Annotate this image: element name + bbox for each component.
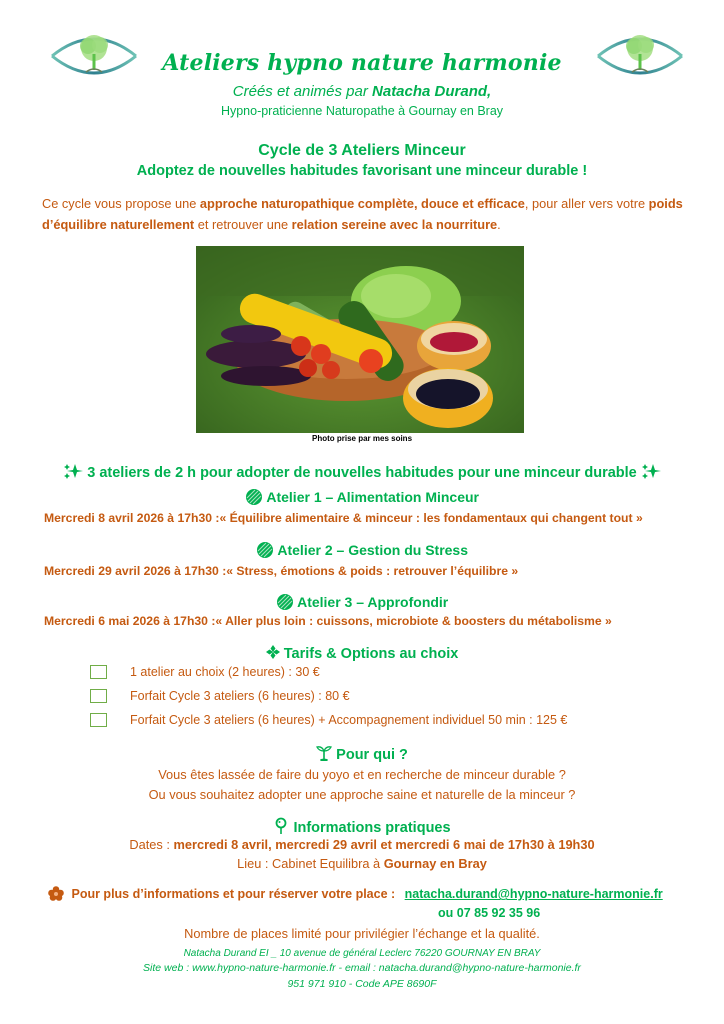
infos-heading [0,817,724,839]
sparkles-icon [641,463,661,483]
atelier-1-title-text: Atelier 1 – Alimentation Minceur [266,489,479,506]
dates-label: Dates : [129,837,174,852]
pour-qui-heading [0,745,724,765]
intro-text: Ce cycle vous propose une [42,196,200,211]
intro-bold: poids d’équilibre naturellement [42,196,683,232]
striped-globe-icon [256,541,274,562]
tarifs-heading-text: Tarifs & Options au choix [283,645,459,662]
seedling-icon [316,745,332,765]
tarif-option-2-label: Forfait Cycle 3 ateliers (6 heures) : 80 € [130,689,350,703]
flower-icon [48,886,64,904]
contact-label: Pour plus d’informations et pour réserver votre place : [71,887,396,902]
creator-name: Natacha Durand, [372,83,492,100]
diamond-bullet-icon [266,645,280,663]
contact-email-link[interactable]: natacha.durand@hypno-nature-harmonie.fr [404,887,663,902]
atelier-3-title-text: Atelier 3 – Approfondir [297,594,449,611]
intro-text: et retrouver une [194,217,292,232]
sparkles-icon [63,463,83,483]
infos-lieu [0,856,724,871]
tarif-option-1-label: 1 atelier au choix (2 heures) : 30 € [130,665,320,679]
intro-text: . [497,217,501,232]
footer-address: Natacha Durand EI _ 10 avenue de général Leclerc 76220 GOURNAY EN BRAY [183,948,541,959]
brand-title: Ateliers hypno nature harmonie [162,50,562,76]
striped-globe-icon [245,488,263,509]
footer-siret: 951 971 910 - Code APE 8690F [287,978,437,990]
photo-caption: Photo prise par mes soins [311,434,413,443]
atelier-3-title [0,593,724,614]
atelier-3-details: Mercredi 6 mai 2026 à 17h30 :« Aller plus loin : cuissons, microbiote & boosters du métabolisme » [44,614,612,628]
creator-prefix: Créés et animés par [232,83,373,100]
pour-qui-line-2: Ou vous souhaitez adopter une approche saine et naturelle de la minceur ? [148,787,576,802]
lieu-value: Gournay en Bray [383,856,487,871]
creator-role: Hypno-praticienne Naturopathe à Gournay en Bray [220,104,504,118]
intro-text: , pour aller vers votre [524,196,649,211]
contact-line [48,886,663,904]
atelier-2-title-text: Atelier 2 – Gestion du Stress [277,542,468,559]
tarif-option-3-label: Forfait Cycle 3 ateliers (6 heures) + Accompagnement individuel 50 min : 125 € [130,713,568,727]
location-pin-icon [273,817,289,839]
intro-bold: relation sereine avec la nourriture [291,217,498,232]
vegetables-photo [196,246,524,433]
atelier-1-details: Mercredi 8 avril 2026 à 17h30 :« Équilibre alimentaire & minceur : les fondamentaux qui changent tout » [44,511,643,525]
creator-line [0,83,724,100]
atelier-2-details: Mercredi 29 avril 2026 à 17h30 :« Stress, émotions & poids : retrouver l’équilibre » [44,564,519,578]
footer-web-email: Site web : www.hypno-nature-harmonie.fr - email : natacha.durand@hypno-nature-harmonie.fr [143,962,581,974]
tarifs-heading [0,645,724,663]
cycle-subtitle: Adoptez de nouvelles habitudes favorisant une minceur durable ! [136,163,588,179]
tarif-option-1[interactable] [90,665,320,679]
tarif-option-2[interactable] [90,689,350,703]
infos-heading-text: Informations pratiques [293,819,451,836]
lieu-label: Lieu : Cabinet Equilibra à [237,856,384,871]
cycle-title: Cycle de 3 Ateliers Minceur [258,142,466,159]
dates-value: mercredi 8 avril, mercredi 29 avril et mercredi 6 mai de 17h30 à 19h30 [173,837,595,852]
tarif-option-1-checkbox[interactable] [90,665,107,679]
tarif-option-3[interactable] [90,713,567,727]
ateliers-heading-text: 3 ateliers de 2 h pour adopter de nouvelles habitudes pour une minceur durable [87,464,637,481]
tarif-option-2-checkbox[interactable] [90,689,107,703]
pour-qui-heading-text: Pour qui ? [336,746,408,763]
atelier-2-title [0,541,724,562]
striped-globe-icon [276,593,294,614]
atelier-1-title [0,488,724,509]
intro-bold: approche naturopathique complète, douce et efficace [199,196,525,211]
places-limitees-note: Nombre de places limité pour privilégier l’échange et la qualité. [184,926,540,941]
contact-phone: ou 07 85 92 35 96 [438,906,541,920]
intro-paragraph [42,193,692,235]
tarif-option-3-checkbox[interactable] [90,713,107,727]
infos-dates [0,837,724,852]
pour-qui-line-1: Vous êtes lassée de faire du yoyo et en recherche de minceur durable ? [158,767,566,782]
ateliers-heading [0,463,724,483]
vegetables-photo-image [196,246,524,433]
